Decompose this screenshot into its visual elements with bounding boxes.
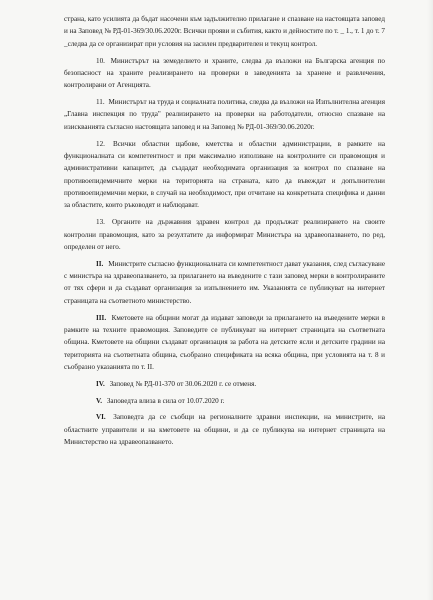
- section-iv: [64, 378, 385, 390]
- paragraph-10: [64, 55, 385, 92]
- paragraph-text: страна, като усилията да бъдат насочени към задължително прилагане и спазване на настоящата заповед и на Заповед № РД-01-369/30.06.2020г. Всички прояви и събития, както и дейностите по т. _ 1., т. 1 до т. 7 _следва да се организират при условия на засилен предварителен и текущ контрол.: [64, 15, 385, 48]
- paragraph-text: Всички областни щабове, кметства и областни администрации, в рамките на функционалната си компетентност и при максимално използване на контролните си правомощия и административни капацитет, да създадат необходимата организация за контрол по спазване на противоепидемичните мерки на територията на страната, като да въвеждат и допълнителни противоепидемични мерки, в случай на необходимост, при отчитане на конкретната специфика и данни за областите, които ръководят и наблюдават.: [64, 139, 385, 210]
- section-text: Кметовете на общини могат да издават заповеди за прилагането на въведените мерки в рамките на техните правомощия. Заповедите се публикуват на интернет страницата на съответната община. Кметовете на общини създават организация за работа на детските ясли и детските градини на територията на съответната община, съобразно спецификата на всяка община, при условията на т. 8 и съобразно указанията по т. II.: [64, 313, 385, 371]
- paragraph-text: Министърът на труда и социалната политика, следва да възложи на Изпълнителна агенция „Главна инспекция по труда" реализирането на проверки на работодатели, относно спазване на изискванията съгласно настоящата заповед и на Заповед № РД-01-369/30.06.2020г.: [64, 98, 385, 131]
- paragraph-text: Органите на държавния здравен контрол да продължат реализирането на своите контролни правомощия, като за резултатите да информират Министъра на здравеопазването, по ред, определен от него.: [64, 218, 385, 251]
- paragraph-11: [64, 96, 385, 133]
- paragraph-number: 10.: [96, 56, 105, 65]
- section-number: III.: [96, 313, 107, 322]
- section-number: V.: [96, 396, 103, 405]
- paragraph-number: 11.: [96, 98, 105, 107]
- section-number: II.: [96, 259, 104, 268]
- paragraph-text: Министърът на земеделието и храните, следва да възложи на Българска агенция по безопасност на храните реализирането на проверки в заведенията за хранене и развлечения, контролирани от Агенцията.: [64, 56, 385, 90]
- section-text: Заповед № РД-01-370 от 30.06.2020 г. се отменя.: [109, 379, 257, 388]
- section-text: Заповедта влиза в сила от 10.07.2020 г.: [106, 396, 225, 405]
- section-vi: [64, 411, 385, 448]
- paragraph-continuation: [64, 13, 385, 50]
- section-v: [64, 395, 385, 407]
- section-text: Министрите съгласно функционалната си компетентност дават указания, след съгласуване с министъра на здравеопазването, за прилагането на въведените с тази заповед мерки в контролираните от тях сфери и да създават организация за изпълнението им. Указанията се публикуват на интернет страницата на съответното министерство.: [64, 259, 385, 305]
- scan-shadow: [427, 0, 433, 600]
- document-body: [64, 13, 385, 453]
- section-number: VI.: [96, 413, 106, 422]
- section-ii: [64, 258, 385, 307]
- paragraph-number: 13.: [96, 218, 105, 227]
- section-number: IV.: [96, 379, 105, 388]
- section-text: Заповедта да се съобщи на регионалните здравни инспекции, на министрите, на областните управители и на кметовете на общини, и да се публикува на интернет страницата на Министерство на здравеопазването.: [64, 413, 385, 447]
- paragraph-13: [64, 216, 385, 253]
- paragraph-12: [64, 138, 385, 212]
- section-iii: [64, 312, 385, 374]
- paragraph-number: 12.: [96, 139, 105, 148]
